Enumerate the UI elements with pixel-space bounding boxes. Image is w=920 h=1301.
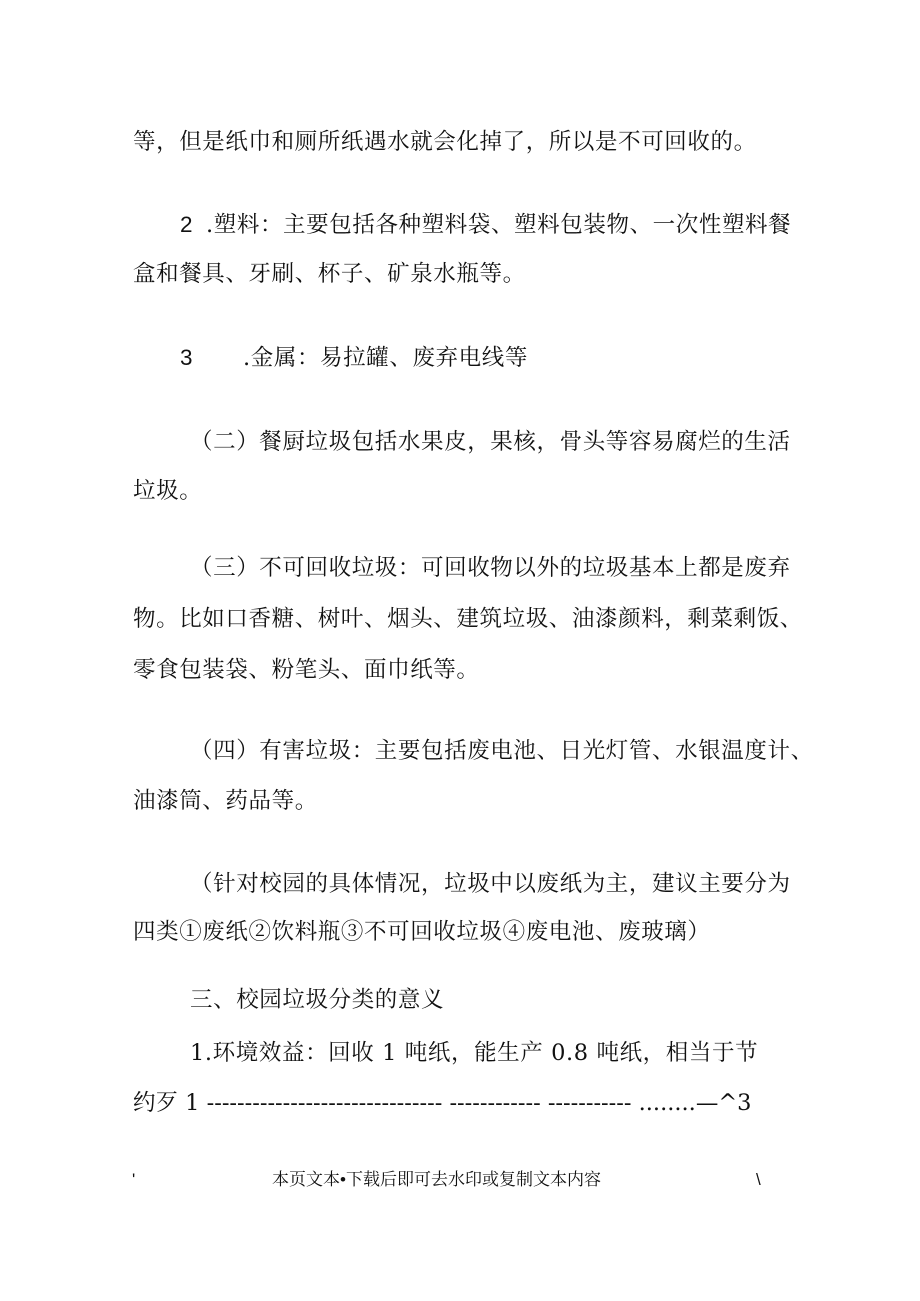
watermark-notice: 本页文本•下载后即可去水印或复制文本内容 [272,1170,601,1189]
paragraph-line: 零食包装袋、粉笔头、面巾纸等。 [133,657,480,683]
paragraph-line: 物。比如口香糖、树叶、烟头、建筑垃圾、油漆颜料，剩菜剩饭、 [133,606,803,632]
paragraph-line: 约歹 1 ------------------------------- ------------ ----------- ........—^3 [133,1090,752,1116]
paragraph-line: 油漆筒、药品等。 [133,788,318,814]
paragraph-line: （针对校园的具体情况，垃圾中以废纸为主，建议主要分为 [190,871,791,897]
paragraph-line: .塑料：主要包括各种塑料袋、塑料包装物、一次性塑料餐 [206,212,792,238]
paragraph-line: 垃圾。 [133,478,203,504]
list-number: 2 [180,212,194,237]
paragraph-line: （四）有害垃圾：主要包括废电池、日光灯管、水银温度计、 [190,738,814,764]
footer-right-mark: \ [756,1170,761,1189]
footer-left-mark: ' [132,1170,136,1189]
section-heading: 三、校园垃圾分类的意义 [190,987,445,1013]
paragraph-line: （三）不可回收垃圾：可回收物以外的垃圾基本上都是废弃 [190,555,791,581]
paragraph-line: 等，但是纸巾和厕所纸遇水就会化掉了，所以是不可回收的。 [133,129,757,155]
paragraph-line: .金属：易拉罐、废弃电线等 [243,345,528,371]
paragraph-line: 1.环境效益：回收 1 吨纸，能生产 0.8 吨纸，相当于节 [190,1040,759,1066]
paragraph-line: 四类①废纸②饮料瓶③不可回收垃圾④废电池、废玻璃） [133,919,711,945]
paragraph-line: （二）餐厨垃圾包括水果皮，果核，骨头等容易腐烂的生活 [190,429,791,455]
paragraph-line: 盒和餐具、牙刷、杯子、矿泉水瓶等。 [133,261,526,287]
list-number: 3 [180,345,194,370]
